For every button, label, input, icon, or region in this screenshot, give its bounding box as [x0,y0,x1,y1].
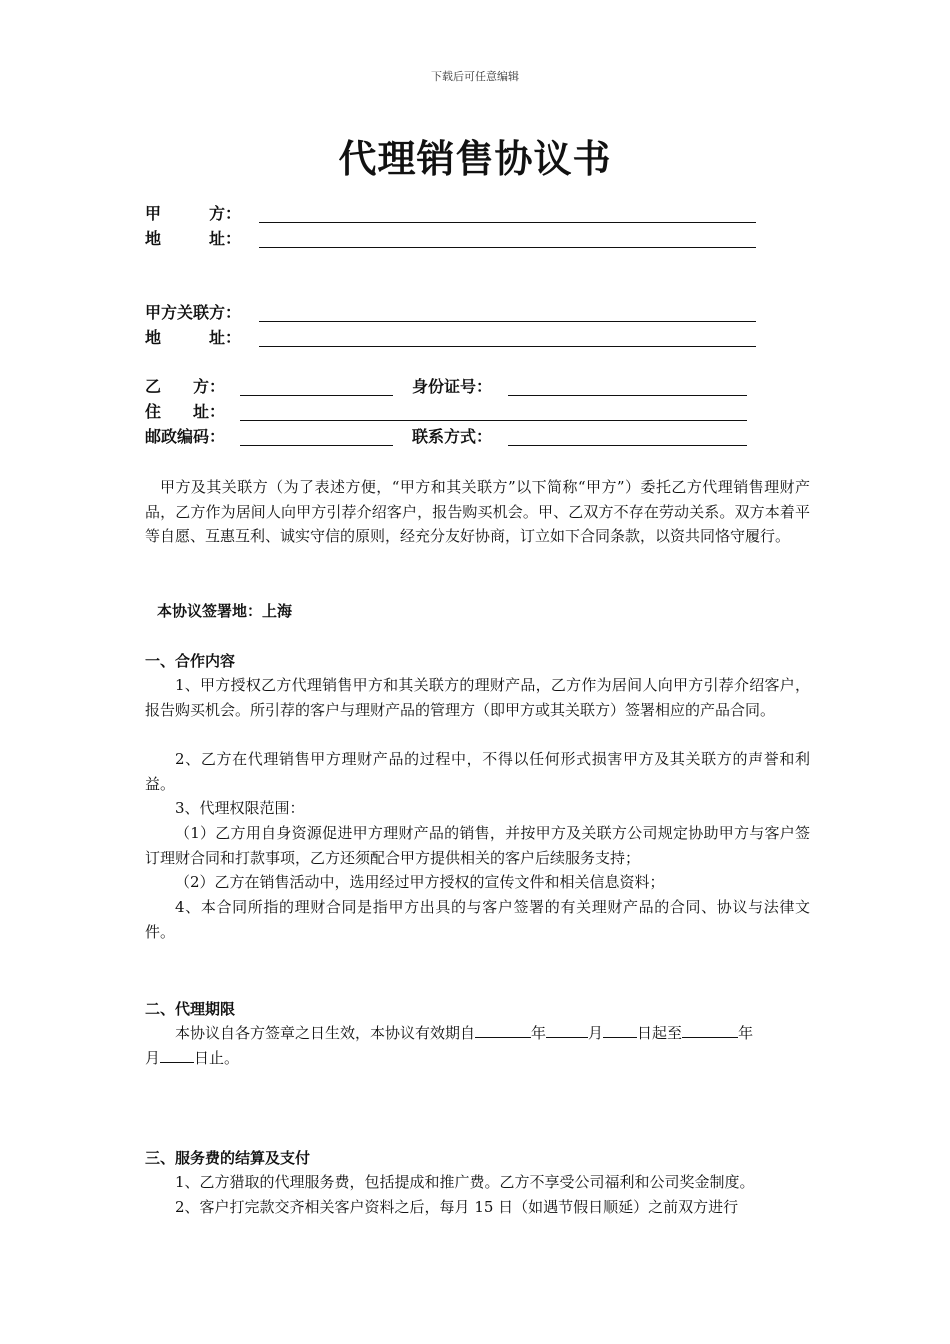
party-b-contact-field[interactable] [508,445,747,446]
section-3-heading: 三、服务费的结算及支付 [145,1149,311,1167]
section-2-text [145,1021,810,1070]
section-1-item-3: 3、代理权限范围： [175,799,305,817]
start-month-blank[interactable] [546,1021,588,1038]
party-a-name-row [145,202,241,226]
party-a-affiliate-name-label: 甲方关联方： [145,303,242,322]
party-a-name-label: 甲 方： [145,204,242,223]
party-a-name-field[interactable] [259,222,756,223]
party-a-address-field[interactable] [259,247,756,248]
end-month-blank[interactable] [160,1046,194,1063]
end-year-blank[interactable] [682,1021,738,1038]
document-title: 代理销售协议书 [338,137,612,181]
party-a-affiliate-address-label: 地 址： [145,328,242,347]
section-2-text-a: 本协议自各方签章之日生效，本协议有效期自 [175,1024,476,1042]
section-2-year-2: 年 [738,1024,754,1042]
section-2-day-1: 日起至 [637,1024,683,1042]
party-b-name-label: 乙 方： [145,377,226,396]
section-1-item-2: 2、乙方在代理销售甲方理财产品的过程中，不得以任何形式损害甲方及其关联方的声誉和利益。 [145,750,810,793]
section-1-item-1: 1、甲方授权乙方代理销售甲方和其关联方的理财产品，乙方作为居间人向甲方引荐介绍客户，报告购买机会。所引荐的客户与理财产品的管理方（即甲方或其关联方）签署相应的产品合同。 [145,676,810,719]
party-b-postcode-label: 邮政编码： [145,427,226,446]
party-a-address-label: 地 址： [145,229,242,248]
party-b-contact-label: 联系方式： [412,427,493,446]
party-a-affiliate-name-field[interactable] [259,321,756,322]
section-1-item-3-2: （2）乙方在销售活动中，选用经过甲方授权的宣传文件和相关信息资料； [175,873,665,891]
section-2-year-1: 年 [531,1024,547,1042]
party-a-affiliate-address-field[interactable] [259,346,756,347]
section-1-heading: 一、合作内容 [145,652,236,670]
section-2-heading: 二、代理期限 [145,1000,236,1018]
section-2-month-2: 月 [145,1048,161,1067]
start-year-blank[interactable] [475,1021,531,1038]
section-3-item-1: 1、乙方猎取的代理服务费，包括提成和推广费。乙方不享受公司福利和公司奖金制度。 [175,1173,755,1191]
section-1-item-4: 4、本合同所指的理财合同是指甲方出具的与客户签署的有关理财产品的合同、协议与法律文件。 [145,898,810,941]
start-day-blank[interactable] [603,1021,637,1038]
party-b-name-row [145,375,493,399]
party-b-postcode-row [145,425,493,449]
party-b-address-row [145,400,225,424]
sign-place: 本协议签署地：上海 [157,602,293,620]
party-b-address-field[interactable] [240,420,747,421]
party-b-address-label: 住 址： [145,402,226,421]
party-b-id-label: 身份证号： [412,377,493,396]
section-2-month-1: 月 [588,1024,604,1042]
header-note: 下载后可任意编辑 [431,70,519,83]
section-1-item-3-1: （1）乙方用自身资源促进甲方理财产品的销售，并按甲方及关联方公司规定协助甲方与客户签订理财合同和打款事项，乙方还须配合甲方提供相关的客户后续服务支持； [145,824,810,867]
section-3-item-2: 2、客户打完款交齐相关客户资料之后，每月 15 日（如遇节假日顺延）之前双方进行 [175,1198,739,1216]
section-2-day-2: 日止。 [194,1048,240,1067]
party-b-postcode-field[interactable] [240,445,393,446]
party-b-id-field[interactable] [508,395,747,396]
party-a-affiliate-address-row [145,326,241,350]
party-b-name-field[interactable] [240,395,393,396]
party-a-address-row [145,227,241,251]
intro-paragraph: 甲方及其关联方（为了表述方便，“甲方和其关联方”以下简称“甲方”）委托乙方代理销售理财产品，乙方作为居间人向甲方引荐介绍客户，报告购买机会。甲、乙双方不存在劳动关系。双方本着平等自愿、互惠互利、诚实守信的原则，经充分友好协商，订立如下合同条款，以资共同恪守履行。 [145,478,810,545]
party-a-affiliate-name-row [145,301,241,325]
